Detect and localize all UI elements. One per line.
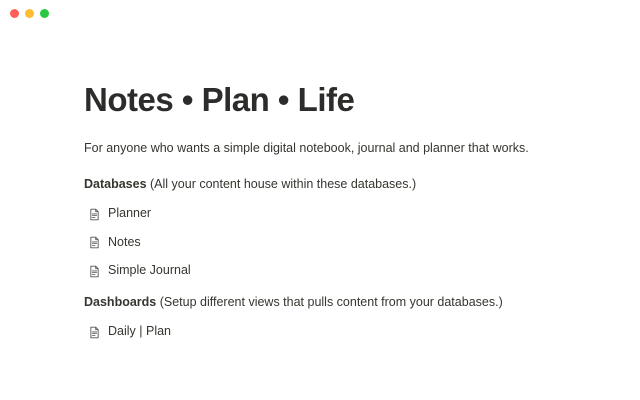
document-icon	[88, 208, 101, 221]
section-heading-dashboards	[84, 294, 640, 312]
page-intro-text: For anyone who wants a simple digital notebook, journal and planner that works.	[84, 141, 529, 156]
list-item-label: Planner	[108, 206, 152, 221]
page-content	[0, 26, 640, 341]
list-item-label: Notes	[108, 234, 141, 249]
list-item-label: Daily | Plan	[108, 324, 171, 339]
document-icon	[88, 236, 101, 249]
list-item[interactable]	[84, 262, 640, 280]
section-heading-databases	[84, 176, 640, 194]
traffic-light-controls	[10, 9, 49, 18]
section-heading-databases-label: Databases	[84, 176, 147, 191]
list-item[interactable]	[84, 323, 640, 341]
minimize-window-button[interactable]	[25, 9, 34, 18]
close-window-button[interactable]	[10, 9, 19, 18]
maximize-window-button[interactable]	[40, 9, 49, 18]
list-item-label: Simple Journal	[108, 263, 191, 278]
window-titlebar	[0, 0, 640, 26]
document-icon	[88, 326, 101, 339]
list-item[interactable]	[84, 205, 640, 223]
section-heading-dashboards-note: (Setup different views that pulls content from your databases.)	[156, 294, 503, 309]
section-heading-dashboards-label: Dashboards	[84, 294, 157, 309]
page-title: Notes • Plan • Life	[84, 81, 355, 118]
section-heading-databases-note: (All your content house within these databases.)	[146, 176, 417, 191]
list-item[interactable]	[84, 234, 640, 252]
document-icon	[88, 265, 101, 278]
